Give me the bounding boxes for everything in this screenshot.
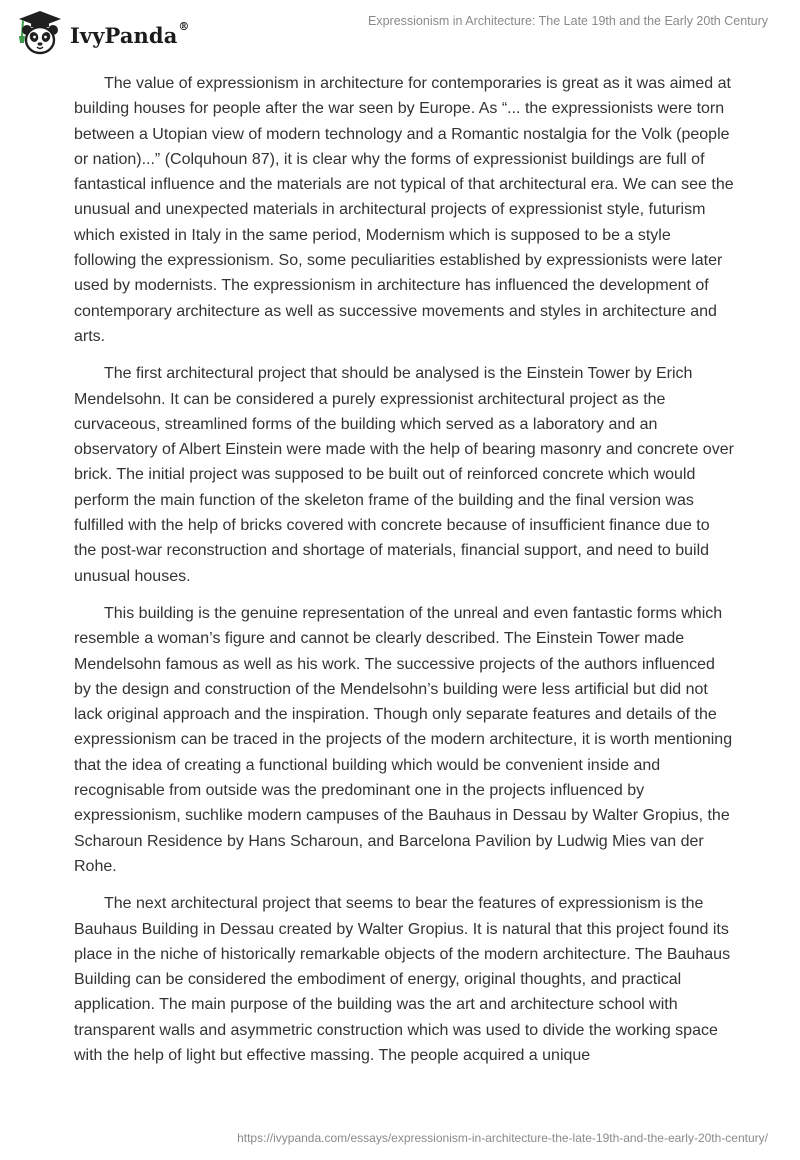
source-url[interactable]: https://ivypanda.com/essays/expressionism-in-architecture-the-late-19th-and-the-early-20th-century/ [237, 1131, 768, 1145]
paragraph-3: This building is the genuine representation of the unreal and even fantastic forms which resemble a woman’s figure and cannot be clearly described. The Einstein Tower made Mendelsohn famous as well as his work. The successive projects of the authors influenced by the design and construction of the Mendelsohn’s building were less artificial but did not lack original approach and the inspiration. Though only separate features and details of the expressionism can be traced in the projects of the modern architecture, it is worth mentioning that the idea of creating a functional building which would be convenient inside and recognisable from outside was the predominant one in the projects influenced by expressionism, suchlike modern campuses of the Bauhaus in Dessau by Walter Gropius, the Scharoun Residence by Hans Scharoun, and Barcelona Pavilion by Ludwig Mies van der Rohe. [74, 604, 733, 875]
essay-body [74, 71, 734, 1080]
ivypanda-logo[interactable] [14, 8, 190, 58]
paragraph-1: The value of expressionism in architecture for contemporaries is great as it was aimed at building houses for people after the war seen by Europe. As “... the expressionists were torn between a Utopian view of modern technology and a Romantic nostalgia for the Volk (people or nation)...” (Colquhoun 87), it is clear why the forms of expressionist buildings are full of fantastical influence and the materials are not typical of that architectural era. We can see the unusual and unexpected materials in architectural projects of expressionist style, futurism which existed in Italy in the same period, Modernism which is supposed to be a style following the expressionism. So, some peculiarities established by expressionists were later used by modernists. The expressionism in architecture has influenced the development of contemporary architecture as well as successive movements and styles in architecture and arts. [74, 75, 734, 345]
panda-graduate-icon [14, 8, 66, 58]
logo-name: IvyPanda [70, 22, 178, 48]
registered-mark: ® [178, 19, 190, 33]
paragraph-2: The first architectural project that should be analysed is the Einstein Tower by Erich Mendelsohn. It can be considered a purely expressionist architectural project as the curvaceous, streamlined forms of the building which served as a laboratory and an observatory of Albert Einstein were made with the help of bearing masonry and concrete over brick. The initial project was supposed to be built out of reinforced concrete which would perform the main function of the skeleton frame of the building and the final version was fulfilled with the help of bricks covered with concrete because of insufficient finance due to the post-war reconstruction and shortage of materials, financial support, and need to build unusual houses. [74, 365, 734, 585]
page-header [0, 0, 800, 70]
logo-wordmark [70, 19, 190, 48]
document-title: Expressionism in Architecture: The Late 19th and the Early 20th Century [368, 14, 768, 28]
paragraph-4: The next architectural project that seems to bear the features of expressionism is the Bauhaus Building in Dessau created by Walter Gropius. It is natural that this project found its place in the niche of historically remarkable objects of the modern architecture. The Bauhaus Building can be considered the embodiment of energy, original thoughts, and practical application. The main purpose of the building was the art and architecture school with transparent walls and asymmetric construction which was used to divide the working space with the help of light but effective massing. The people acquired a unique [74, 895, 731, 1064]
